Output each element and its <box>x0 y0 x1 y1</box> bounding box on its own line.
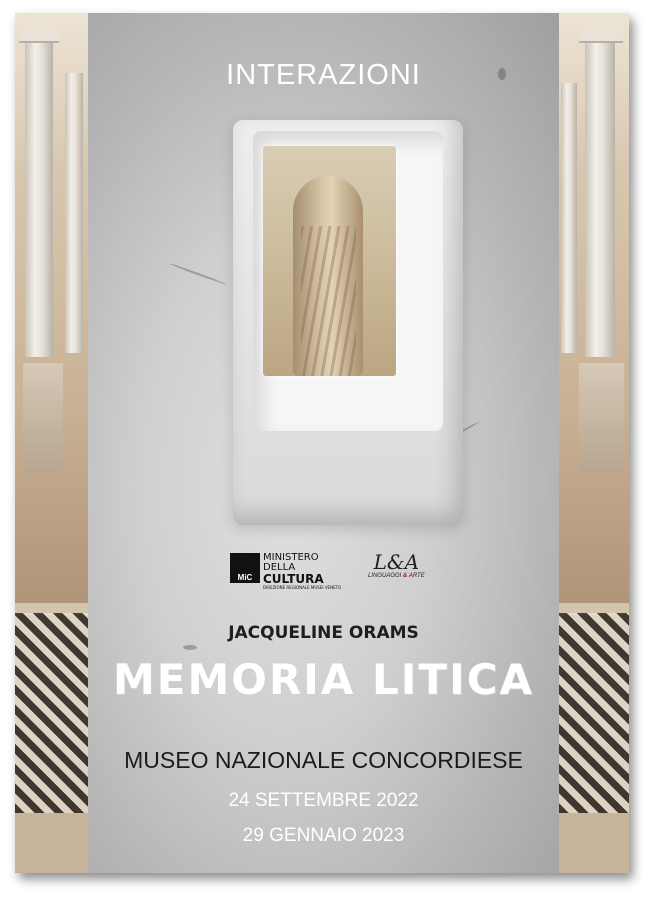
exhibition-title: MEMORIA LITICA <box>112 655 535 704</box>
marble-vein <box>183 645 197 650</box>
ministry-subline: DIREZIONE REGIONALE MUSEI VENETO <box>263 585 342 590</box>
ministry-line3: CULTURA <box>263 572 324 586</box>
partner-text-after: ARTE <box>408 573 425 579</box>
ministry-logo <box>230 553 341 591</box>
partner-logo-mark: L&A <box>373 550 420 574</box>
mosaic-floor <box>15 613 88 813</box>
column-base <box>23 363 63 473</box>
partner-text-highlight: & <box>403 573 408 579</box>
floor <box>15 813 88 873</box>
floor <box>559 813 629 873</box>
mosaic-floor <box>559 613 629 813</box>
column <box>585 27 615 357</box>
poster-heading: INTERAZIONI <box>226 59 421 91</box>
start-date: 24 SETTEMBRE 2022 <box>228 790 419 811</box>
museum-photo-right <box>559 13 629 873</box>
end-date: 29 GENNAIO 2023 <box>242 825 405 846</box>
column-capital <box>579 27 623 43</box>
column <box>561 83 577 353</box>
column <box>65 73 83 353</box>
column <box>25 27 53 357</box>
statue-window-photo <box>263 146 396 376</box>
museum-photo-left <box>15 13 88 873</box>
marble-panel <box>88 13 559 873</box>
partner-text-before: LINGUAGGI <box>368 573 402 579</box>
museum-name: MUSEO NAZIONALE CONCORDIESE <box>124 747 523 773</box>
mic-emblem: MiC <box>230 553 260 583</box>
statue-drapery <box>301 226 356 376</box>
column-base <box>579 363 624 473</box>
ministry-line1: MINISTERO <box>263 552 319 563</box>
artist-name: JACQUELINE ORAMS <box>228 623 419 643</box>
partner-logo <box>368 551 425 579</box>
marble-vein <box>169 263 226 285</box>
column-capital <box>19 27 59 43</box>
ministry-line2: DELLA <box>263 562 296 573</box>
poster <box>15 13 629 873</box>
partner-logo-text <box>368 573 425 579</box>
ministry-logo-text <box>263 553 341 591</box>
